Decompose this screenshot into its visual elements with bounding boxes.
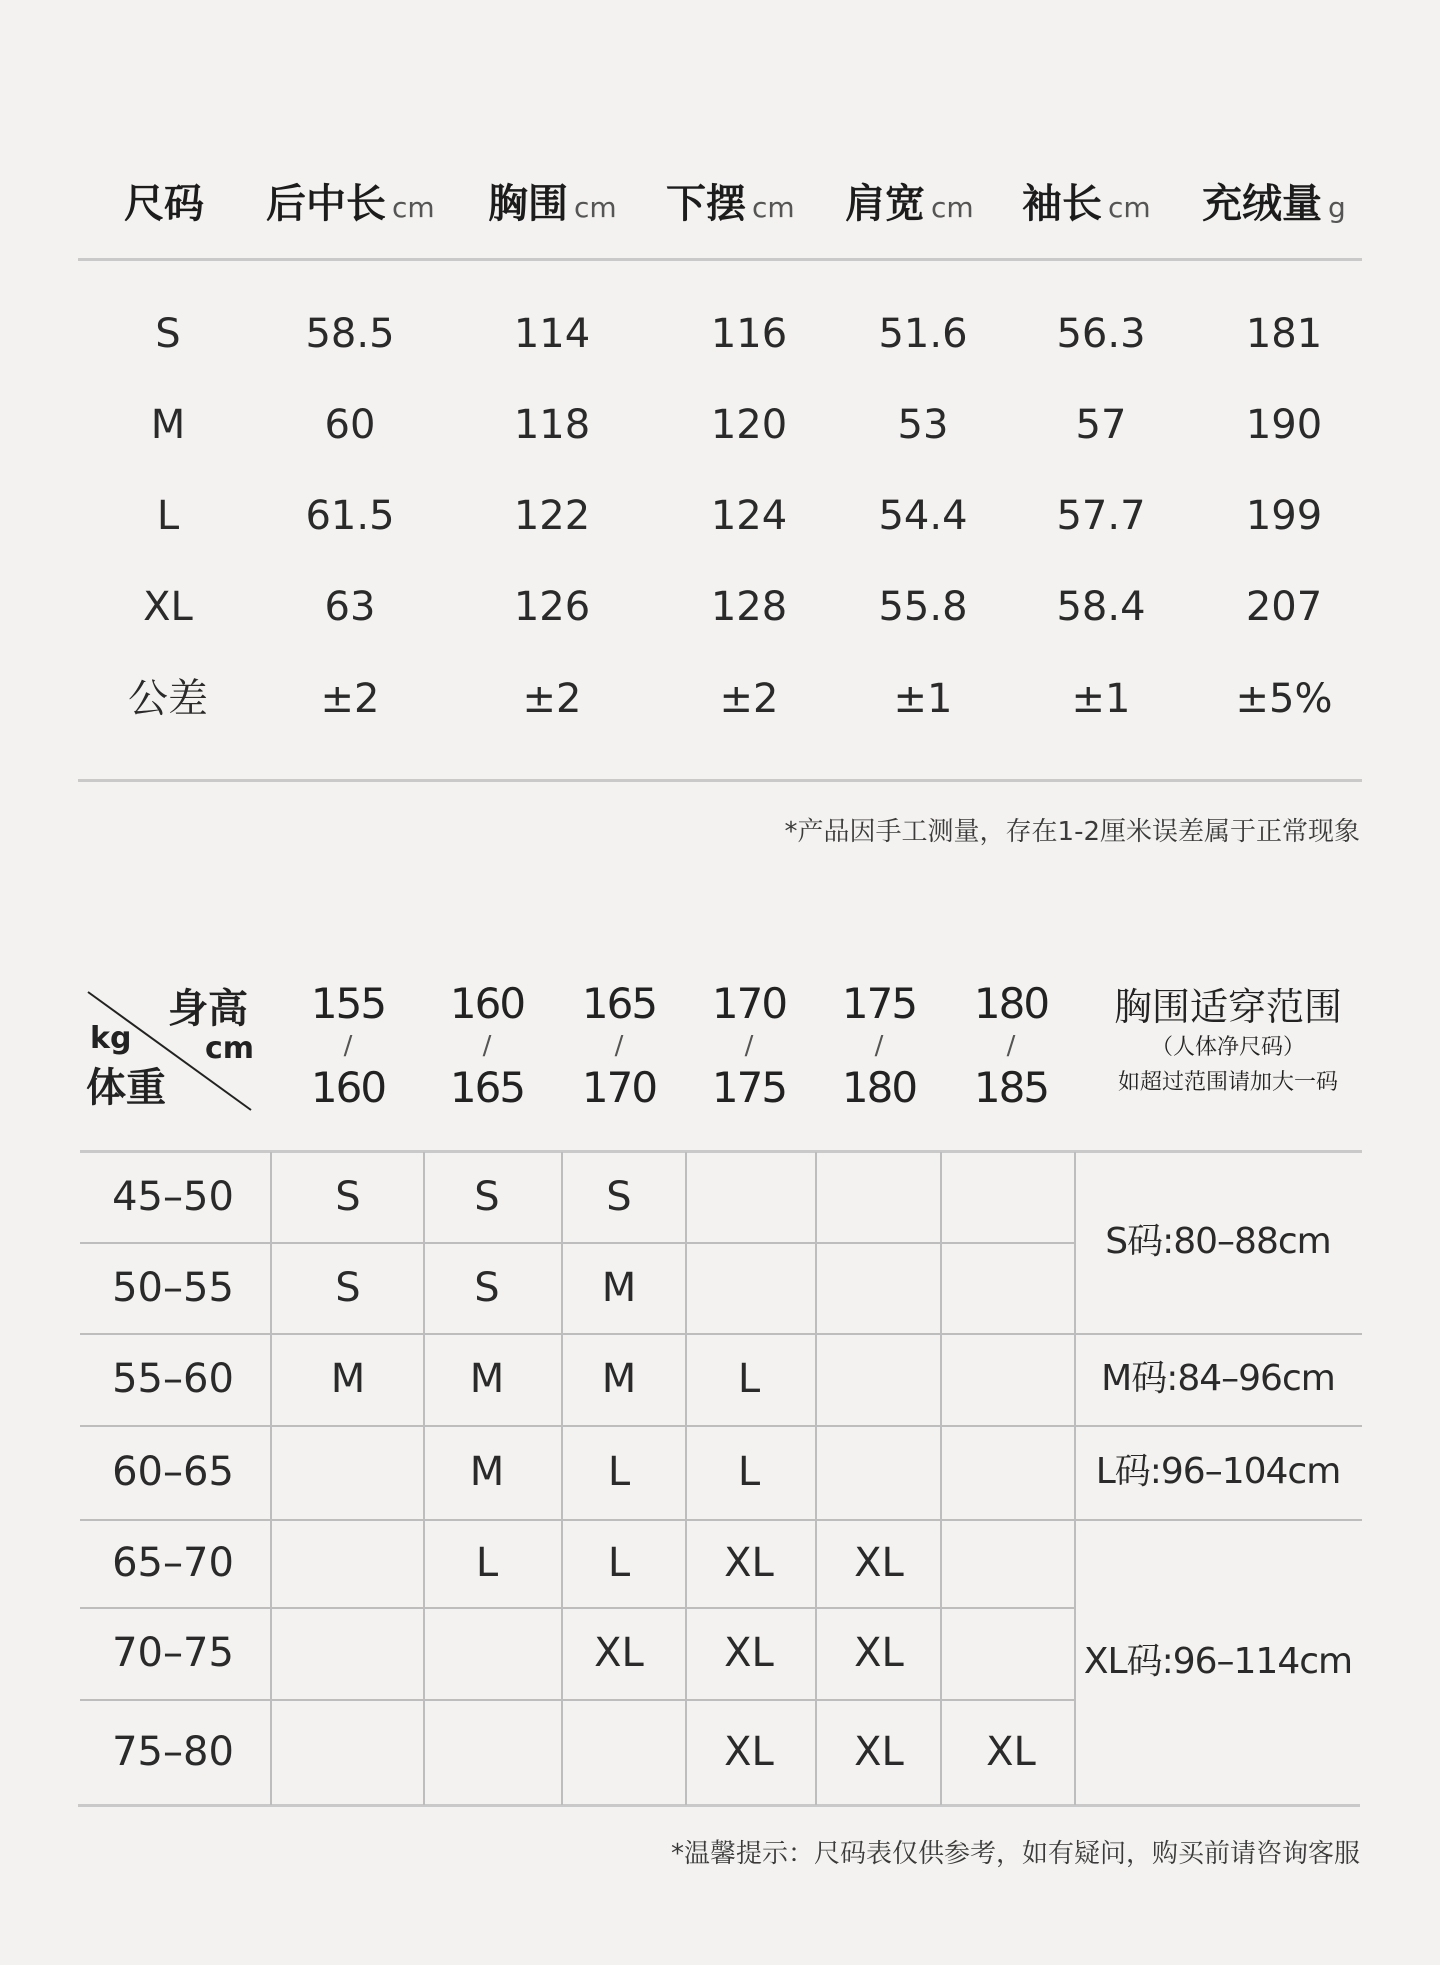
weight-range-label: 70–75 [112,1630,234,1676]
header-back-length: 后中长 cm [266,181,435,227]
height-range-bottom: 185 [973,1063,1049,1112]
measure-cell: 128 [710,584,788,630]
height-range-header [288,979,408,1112]
height-range-sep: / [744,1031,754,1061]
measure-cell: ±2 [320,676,380,722]
height-range-sep: / [482,1031,492,1061]
header-hem: 下摆 cm [666,181,795,227]
fit-size-cell: XL [854,1540,904,1586]
chest-range-value: S码:80–88cm [1105,1221,1331,1262]
fit-size-cell: XL [594,1630,644,1676]
measure-cell: 60 [324,402,376,448]
divider [78,779,1362,782]
weight-range-label: 65–70 [112,1540,234,1586]
height-range-header [427,979,547,1112]
size-label: M [150,402,186,448]
fit-size-cell: XL [724,1630,774,1676]
height-range-top: 165 [581,979,657,1028]
measure-note: *产品因手工测量，存在1-2厘米误差属于正常现象 [784,817,1360,847]
height-range-sep: / [874,1031,884,1061]
weight-range-label: 55–60 [112,1356,234,1402]
grid-line [80,1607,1074,1609]
height-range-bottom: 170 [581,1063,657,1112]
fit-size-cell: M [601,1356,637,1402]
height-range-sep: / [1006,1031,1016,1061]
grid-line [80,1150,1362,1153]
height-label: 身高 [168,986,248,1032]
chest-range-value: L码:96–104cm [1095,1451,1341,1492]
measure-cell: 122 [513,493,591,539]
measure-cell: 114 [513,311,591,357]
fit-size-cell: M [601,1264,637,1311]
weight-label: 体重 [86,1065,166,1111]
measure-cell: 56.3 [1056,311,1146,357]
height-range-sep: / [614,1031,624,1061]
size-label: L [156,493,180,539]
header-shoulder: 肩宽 cm [845,181,974,227]
chest-range-sub1: （人体净尺码） [1150,1035,1305,1060]
fit-size-cell: S [474,1264,500,1311]
size-label: 公差 [128,676,208,722]
measure-cell: 57.7 [1056,493,1146,539]
fit-size-cell: M [469,1449,505,1495]
measure-cell: 199 [1245,493,1323,539]
measure-cell: 61.5 [305,493,395,539]
weight-range-label: 75–80 [112,1729,234,1775]
size-label: XL [143,584,193,630]
grid-line [1074,1333,1362,1335]
measure-cell: 181 [1245,311,1323,357]
measure-cell: 190 [1245,402,1323,448]
height-range-bottom: 180 [841,1063,917,1112]
fit-size-cell: L [607,1540,631,1586]
height-range-sep: / [343,1031,353,1061]
header-size: 尺码 [124,181,204,227]
measure-cell: ±5% [1235,676,1333,722]
height-range-bottom: 175 [711,1063,787,1112]
fit-size-cell: S [474,1173,500,1220]
height-range-header [819,979,939,1112]
chest-range-value: M码:84–96cm [1101,1358,1335,1399]
weight-range-label: 45–50 [112,1173,234,1220]
fit-size-cell: XL [854,1630,904,1676]
grid-line [1074,1425,1362,1427]
weight-range-label: 50–55 [112,1264,234,1311]
measure-cell: 58.5 [305,311,395,357]
header-down-fill: 充绒量 g [1202,181,1346,227]
height-range-bottom: 165 [449,1063,525,1112]
height-range-top: 155 [310,979,386,1028]
measure-cell: 58.4 [1056,584,1146,630]
fit-size-cell: M [469,1356,505,1402]
fit-size-cell: XL [724,1729,774,1775]
height-range-top: 175 [841,979,917,1028]
grid-line [80,1699,1074,1701]
chest-range-title: 胸围适穿范围 [1113,985,1342,1029]
measure-cell: ±1 [1071,676,1131,722]
grid-line [1074,1519,1362,1521]
measure-cell: 124 [710,493,788,539]
divider [78,258,1362,261]
header-sleeve: 袖长 cm [1022,181,1151,227]
fit-size-cell: XL [724,1540,774,1586]
fit-size-cell: M [330,1356,366,1402]
measure-cell: 118 [513,402,591,448]
measure-cell: ±2 [522,676,582,722]
weight-range-label: 60–65 [112,1449,234,1495]
grid-line [685,1152,687,1805]
grid-line [80,1242,1074,1244]
fit-size-cell: S [606,1173,632,1220]
fit-size-cell: S [335,1173,361,1220]
grid-line [80,1333,1074,1335]
height-range-header [559,979,679,1112]
height-range-bottom: 160 [310,1063,386,1112]
height-range-header [951,979,1071,1112]
grid-line [940,1152,942,1805]
measure-cell: 116 [710,311,788,357]
measure-cell: 53 [897,402,949,448]
measure-cell: 120 [710,402,788,448]
height-range-top: 160 [449,979,525,1028]
fit-size-cell: L [737,1356,761,1402]
fit-size-cell: L [737,1449,761,1495]
measure-cell: 57 [1075,402,1127,448]
height-range-header [689,979,809,1112]
fit-size-cell: XL [986,1729,1036,1775]
measure-cell: 126 [513,584,591,630]
weight-unit: kg [90,1021,132,1056]
measure-cell: ±2 [719,676,779,722]
height-range-top: 180 [973,979,1049,1028]
measure-cell: 55.8 [878,584,968,630]
fit-size-cell: L [475,1540,499,1586]
grid-line [815,1152,817,1805]
measure-cell: 54.4 [878,493,968,539]
fit-note: *温馨提示：尺码表仅供参考，如有疑问，购买前请咨询客服 [670,1839,1360,1869]
measure-cell: ±1 [893,676,953,722]
grid-line [270,1152,272,1805]
chest-range-value: XL码:96–114cm [1083,1641,1353,1682]
chest-range-sub2: 如超过范围请加大一码 [1117,1070,1338,1095]
grid-line [80,1519,1074,1521]
header-chest: 胸围 cm [488,181,617,227]
height-unit: cm [205,1031,255,1066]
fit-size-cell: XL [854,1729,904,1775]
fit-size-cell: L [607,1449,631,1495]
measure-cell: 207 [1245,584,1323,630]
measure-cell: 63 [324,584,376,630]
grid-line [423,1152,425,1805]
measure-cell: 51.6 [878,311,968,357]
grid-line [80,1425,1074,1427]
height-range-top: 170 [711,979,787,1028]
fit-size-cell: S [335,1264,361,1311]
size-label: S [155,311,181,357]
